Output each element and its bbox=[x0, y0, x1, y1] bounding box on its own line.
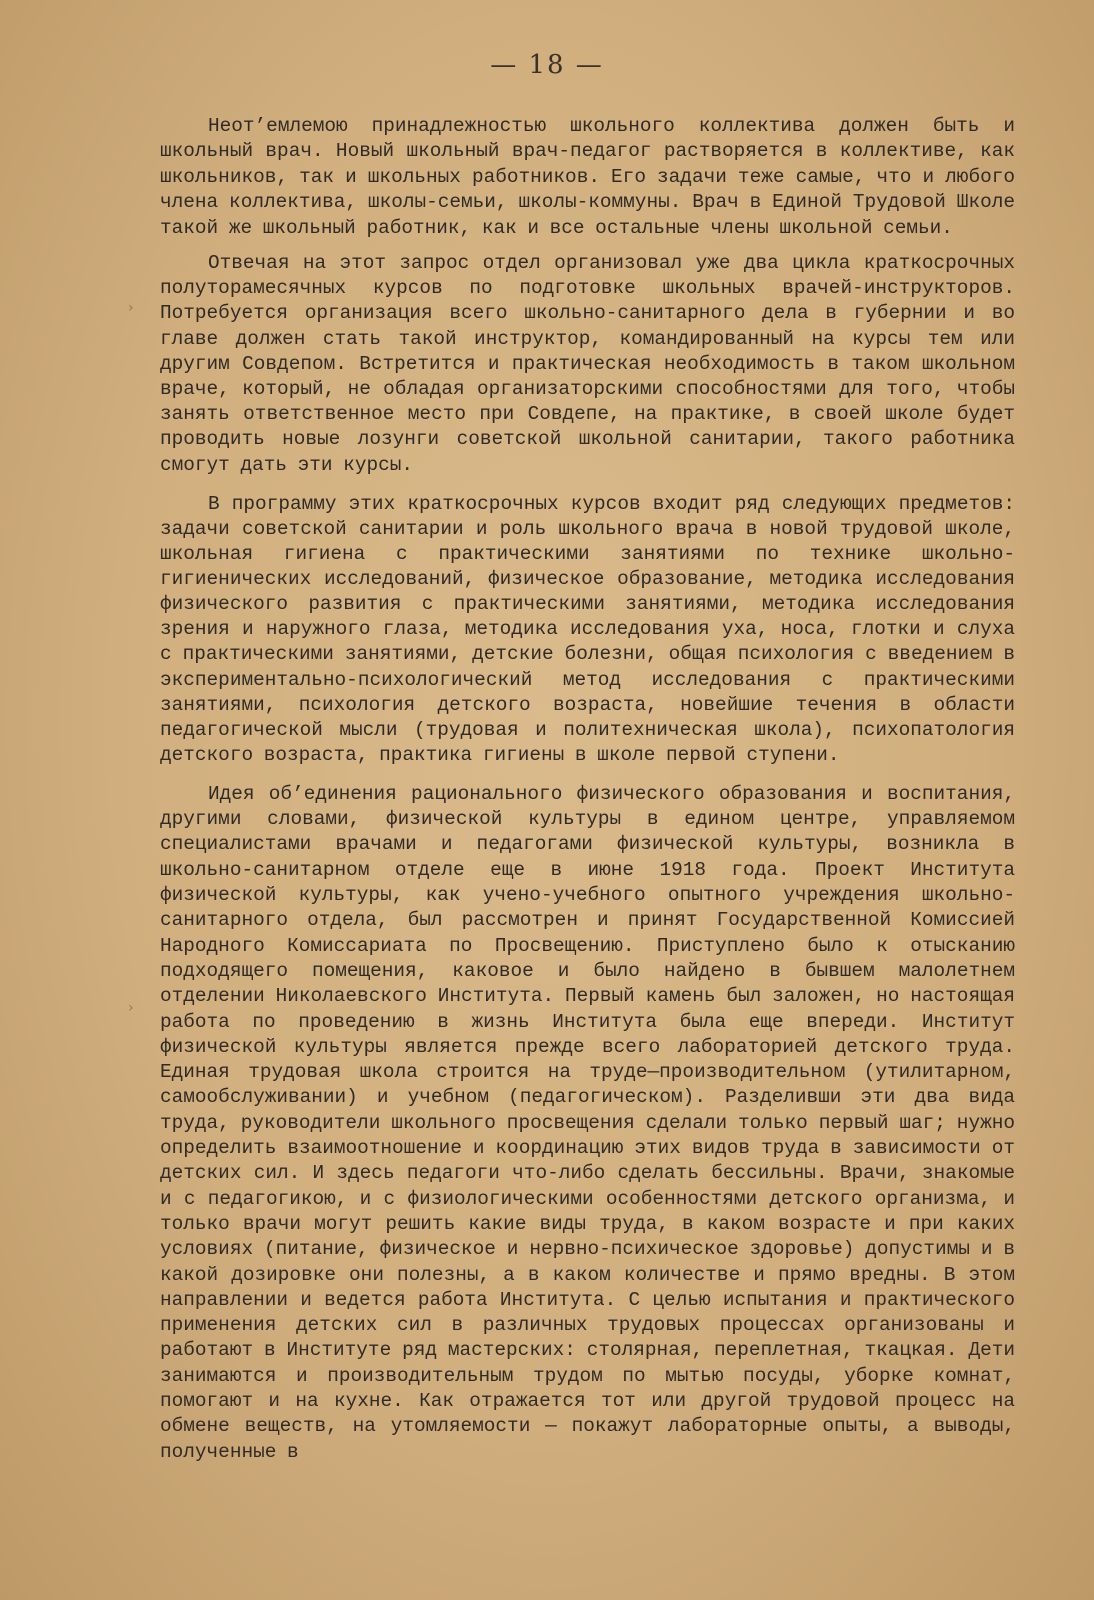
paragraph: Неот’емлемою принадлежностью школьного коллектива должен быть и школьный врач. Новый школьный врач-педагог растворяется в коллективе, как школьников, так и школьных работников. Его задачи теже самые, что и любого члена коллектива, школы-семьи, школы-коммуны. Врач в Единой Трудовой Школе такой же школьный работник, как и все остальные члены школьной семьи. bbox=[160, 115, 1015, 239]
paragraph: Идея об’единения рационального физического образования и воспитания, другими словами, физической культуры в едином центре, управляемом специалистами врачами и педагогами физической культуры, возникла в школьно-санитарном отделе еще в июне 1918 года. Проект Института физической культуры, как учено-учебного опытного учреждения школьно-санитарного отдела, был рассмотрен и принят Государственной Комиссией Народного Комиссариата по Просвещению. Приступлено было к отысканию подходящего помещения, каковое и было найдено в бывшем малолетнем отделении Николаевского Института. Первый камень был заложен, но настоящая работа по проведению в жизнь Института была еще впереди. Институт физической культуры является прежде всего лабораторией детского труда. Единая трудовая школа строится на труде—производительном (утилитарном, самообслуживании) и учебном (педагогическом). Разделивши эти два вида труда, руководители школьного просвещения сделали только первый шаг; нужно определить взаимоотношение и координацию этих видов труда в зависимости от детских сил. И здесь педагоги что-либо сделать бессильны. Врачи, знакомые и с педагогикою, и с физиологическими особенностями детского организма, и только врачи могут решить какие виды труда, в каком возрасте и при каких условиях (питание, физическое и нервно-психическое здоровье) допустимы и в какой дозировке они полезны, а в каком количестве и прямо вредны. В этом направлении и ведется работа Института. С целью испытания и практического применения детских сил в различных трудовых процессах организованы и работают в Институте ряд мастерских: столярная, переплетная, ткацкая. Дети занимаются и производительным трудом по мытью посуды, уборке комнат, помогают и на кухне. Как отражается тот или другой трудовой процесс на обмене веществ, на утомляемости — покажут лабораторные опыты, а выводы, полученные в bbox=[160, 782, 1015, 1463]
paper-speck: › bbox=[128, 300, 134, 316]
paragraph: Отвечая на этот запрос отдел организовал уже два цикла краткосрочных полуторамесячных курсов по подготовке школьных врачей-инструкторов. Потребуется организация всего школьно-санитарного дела в губернии и во главе должен стать такой инструктор, командированный на курсы тем или другим Совдепом. Встретится и практическая необходимость в таком школьном враче, который, не обладая организаторскими способностями для того, чтобы занять ответственное место при Совдепе, на практике, в своей школе будет проводить новые лозунги советской школьной санитарии, такого работника смогут дать эти курсы. bbox=[160, 252, 1015, 476]
paper-speck: › bbox=[128, 1000, 134, 1016]
body-text bbox=[160, 114, 1015, 1475]
page-number: — 18 — bbox=[490, 50, 604, 80]
paragraph: В программу этих краткосрочных курсов входит ряд следующих предметов: задачи советской санитарии и роль школьного врача в новой трудовой школе, школьная гигиена с практическими занятиями по технике школьно-гигиенических исследований, физическое образование, методика исследования физического развития с практическими занятиями, методика исследования зрения и наружного глаза, методика исследования уха, носа, глотки и слуха с практическими занятиями, детские болезни, общая психология с введением в экспериментально-психологический метод исследования с практическими занятиями, психология детского возраста, новейшие течения в области педагогической мысли (трудовая и политехническая школа), психопатология детского возраста, практика гигиены в школе первой ступени. bbox=[160, 492, 1015, 766]
